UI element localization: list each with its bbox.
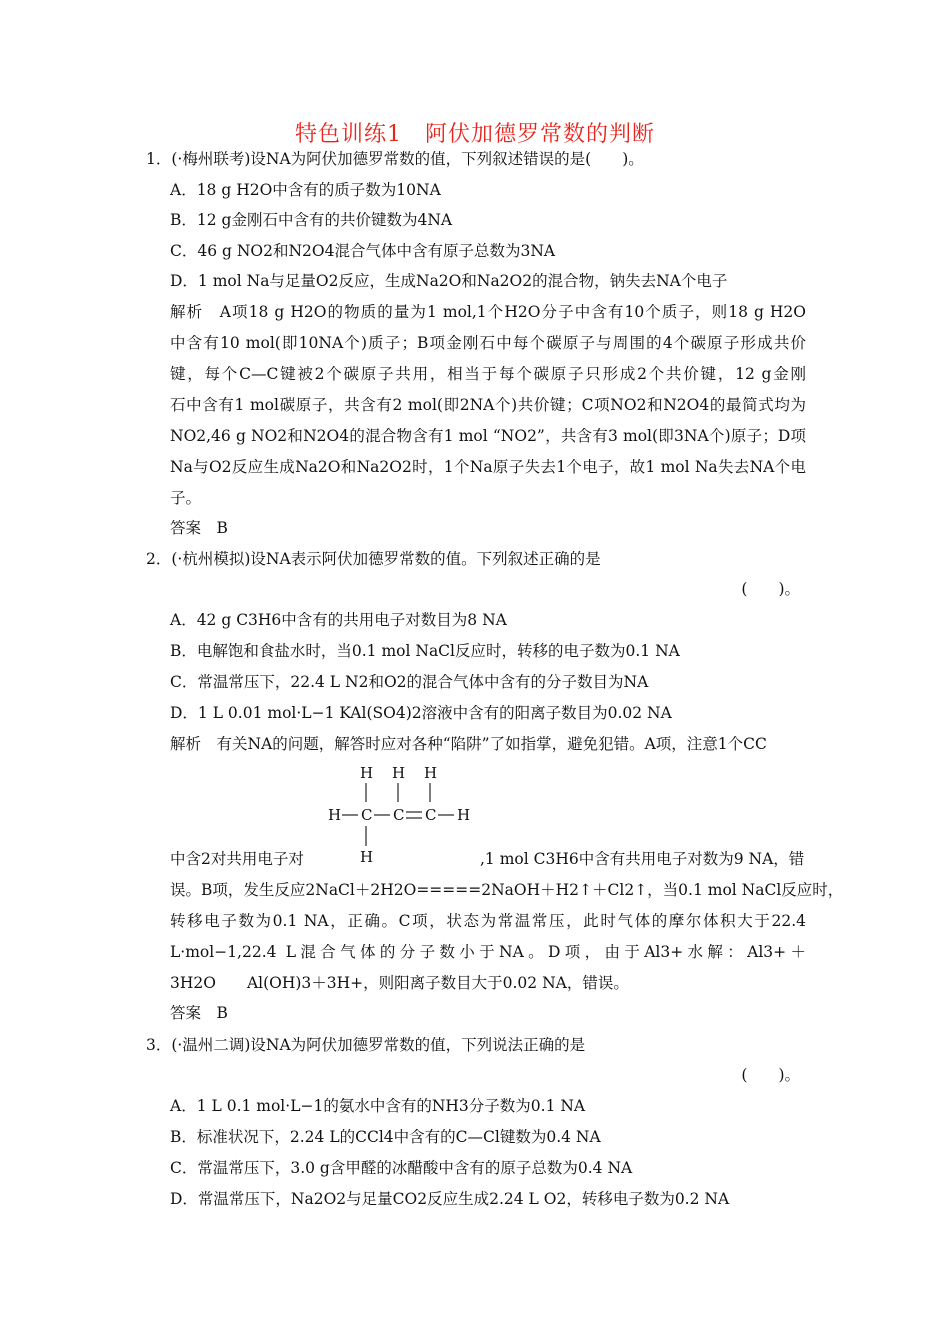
q2-analysis-pre: 中含2对共用电子对 <box>170 850 304 868</box>
q1-stem: 1．(·梅州联考)设NA为阿伏加德罗常数的值，下列叙述错误的是( )。 <box>146 150 644 168</box>
q2-analysis-line: 3H2O Al(OH)3＋3H+，则阳离子数目大于0.02 NA，错误。 <box>170 974 629 992</box>
q1-option-b: B．12 g金刚石中含有的共价键数为4NA <box>170 211 453 229</box>
q2-analysis-intro: 解析 有关NA的问题，解答时应对各种“陷阱”了如指掌，避免犯错。A项，注意1个CC <box>170 735 767 753</box>
atom-label: H <box>360 848 374 866</box>
q3-option-b: B．标准状况下，2.24 L的CCl4中含有的C—Cl键数为0.4 NA <box>170 1128 601 1146</box>
q1-analysis-line: 石中含有1 mol碳原子，共含有2 mol(即2NA个)共价键；C项NO2和N2O4的最简式均为 <box>170 396 806 414</box>
q3-option-a: A．1 L 0.1 mol·L−1的氨水中含有的NH3分子数为0.1 NA <box>170 1097 586 1115</box>
atom-label: H <box>457 806 471 824</box>
q1-option-d: D．1 mol Na与足量O2反应，生成Na2O和Na2O2的混合物，钠失去NA个电子 <box>170 272 728 290</box>
q3-option-d: D．常温常压下，Na2O2与足量CO2反应生成2.24 L O2，转移电子数为0.2 NA <box>170 1190 730 1208</box>
q3-option-c: C．常温常压下，3.0 g含甲醛的冰醋酸中含有的原子总数为0.4 NA <box>170 1159 633 1177</box>
q2-analysis-line: L·mol−1,22.4 L混合气体的分子数小于NA。D项，由于Al3+水解：Al3+＋ <box>170 943 806 961</box>
q1-analysis-line: Na与O2反应生成Na2O和Na2O2时，1个Na原子失去1个电子，故1 mol Na失去NA个电 <box>170 458 806 476</box>
atom-label: H <box>424 764 438 782</box>
q1-analysis-line: 解析 A项18 g H2O的物质的量为1 mol,1个H2O分子中含有10个质子，则18 g H2O <box>170 303 806 321</box>
q2-option-a: A．42 g C3H6中含有的共用电子对数目为8 NA <box>170 611 507 629</box>
q2-option-d: D．1 L 0.01 mol·L−1 KAl(SO4)2溶液中含有的阳离子数目为0.02 NA <box>170 704 672 722</box>
q1-option-c: C．46 g NO2和N2O4混合气体中含有原子总数为3NA <box>170 242 556 260</box>
q1-answer: 答案 B <box>170 519 228 537</box>
atom-label: H <box>360 764 374 782</box>
q2-option-c: C．常温常压下，22.4 L N2和O2的混合气体中含有的分子数目为NA <box>170 673 649 691</box>
atom-label: C <box>361 806 373 824</box>
q2-analysis-line: 转移电子数为0.1 NA，正确。C项，状态为常温常压，此时气体的摩尔体积大于22.4 <box>170 912 806 930</box>
q2-stem: 2．(·杭州模拟)设NA表示阿伏加德罗常数的值。下列叙述正确的是 <box>146 550 601 568</box>
q2-answer: 答案 B <box>170 1004 228 1022</box>
atom-label: H <box>328 806 342 824</box>
page-title: 特色训练1 阿伏加德罗常数的判断 <box>295 122 655 147</box>
q3-stem: 3．(·温州二调)设NA为阿伏加德罗常数的值，下列说法正确的是 <box>146 1036 586 1054</box>
q2-answer-blank: ( )。 <box>741 580 800 598</box>
q1-analysis-line: NO2,46 g NO2和N2O4的混合物含有1 mol “NO2”，共含有3 mol(即3NA个)原子；D项 <box>170 427 806 445</box>
q1-analysis-line: 键，每个C—C键被2个碳原子共用，相当于每个碳原子只形成2个共价键，12 g金刚 <box>170 365 806 383</box>
atom-label: C <box>393 806 405 824</box>
q2-analysis-post: ,1 mol C3H6中含有共用电子对数为9 NA，错 <box>480 850 805 868</box>
q1-analysis-line: 子。 <box>170 489 202 507</box>
q2-analysis-line: 误。B项，发生反应2NaCl＋2H2O=====2NaOH＋H2↑＋Cl2↑，当0.1 mol NaCl反应时， <box>170 881 844 899</box>
q2-option-b: B．电解饱和食盐水时，当0.1 mol NaCl反应时，转移的电子数为0.1 NA <box>170 642 680 660</box>
propene-structure-diagram <box>322 762 482 870</box>
q3-answer-blank: ( )。 <box>741 1066 800 1084</box>
q1-option-a: A．18 g H2O中含有的质子数为10NA <box>170 181 441 199</box>
q1-analysis-line: 中含有10 mol(即10NA个)质子；B项金刚石中每个碳原子与周围的4个碳原子形成共价 <box>170 334 806 352</box>
atom-label: H <box>392 764 406 782</box>
atom-label: C <box>425 806 437 824</box>
